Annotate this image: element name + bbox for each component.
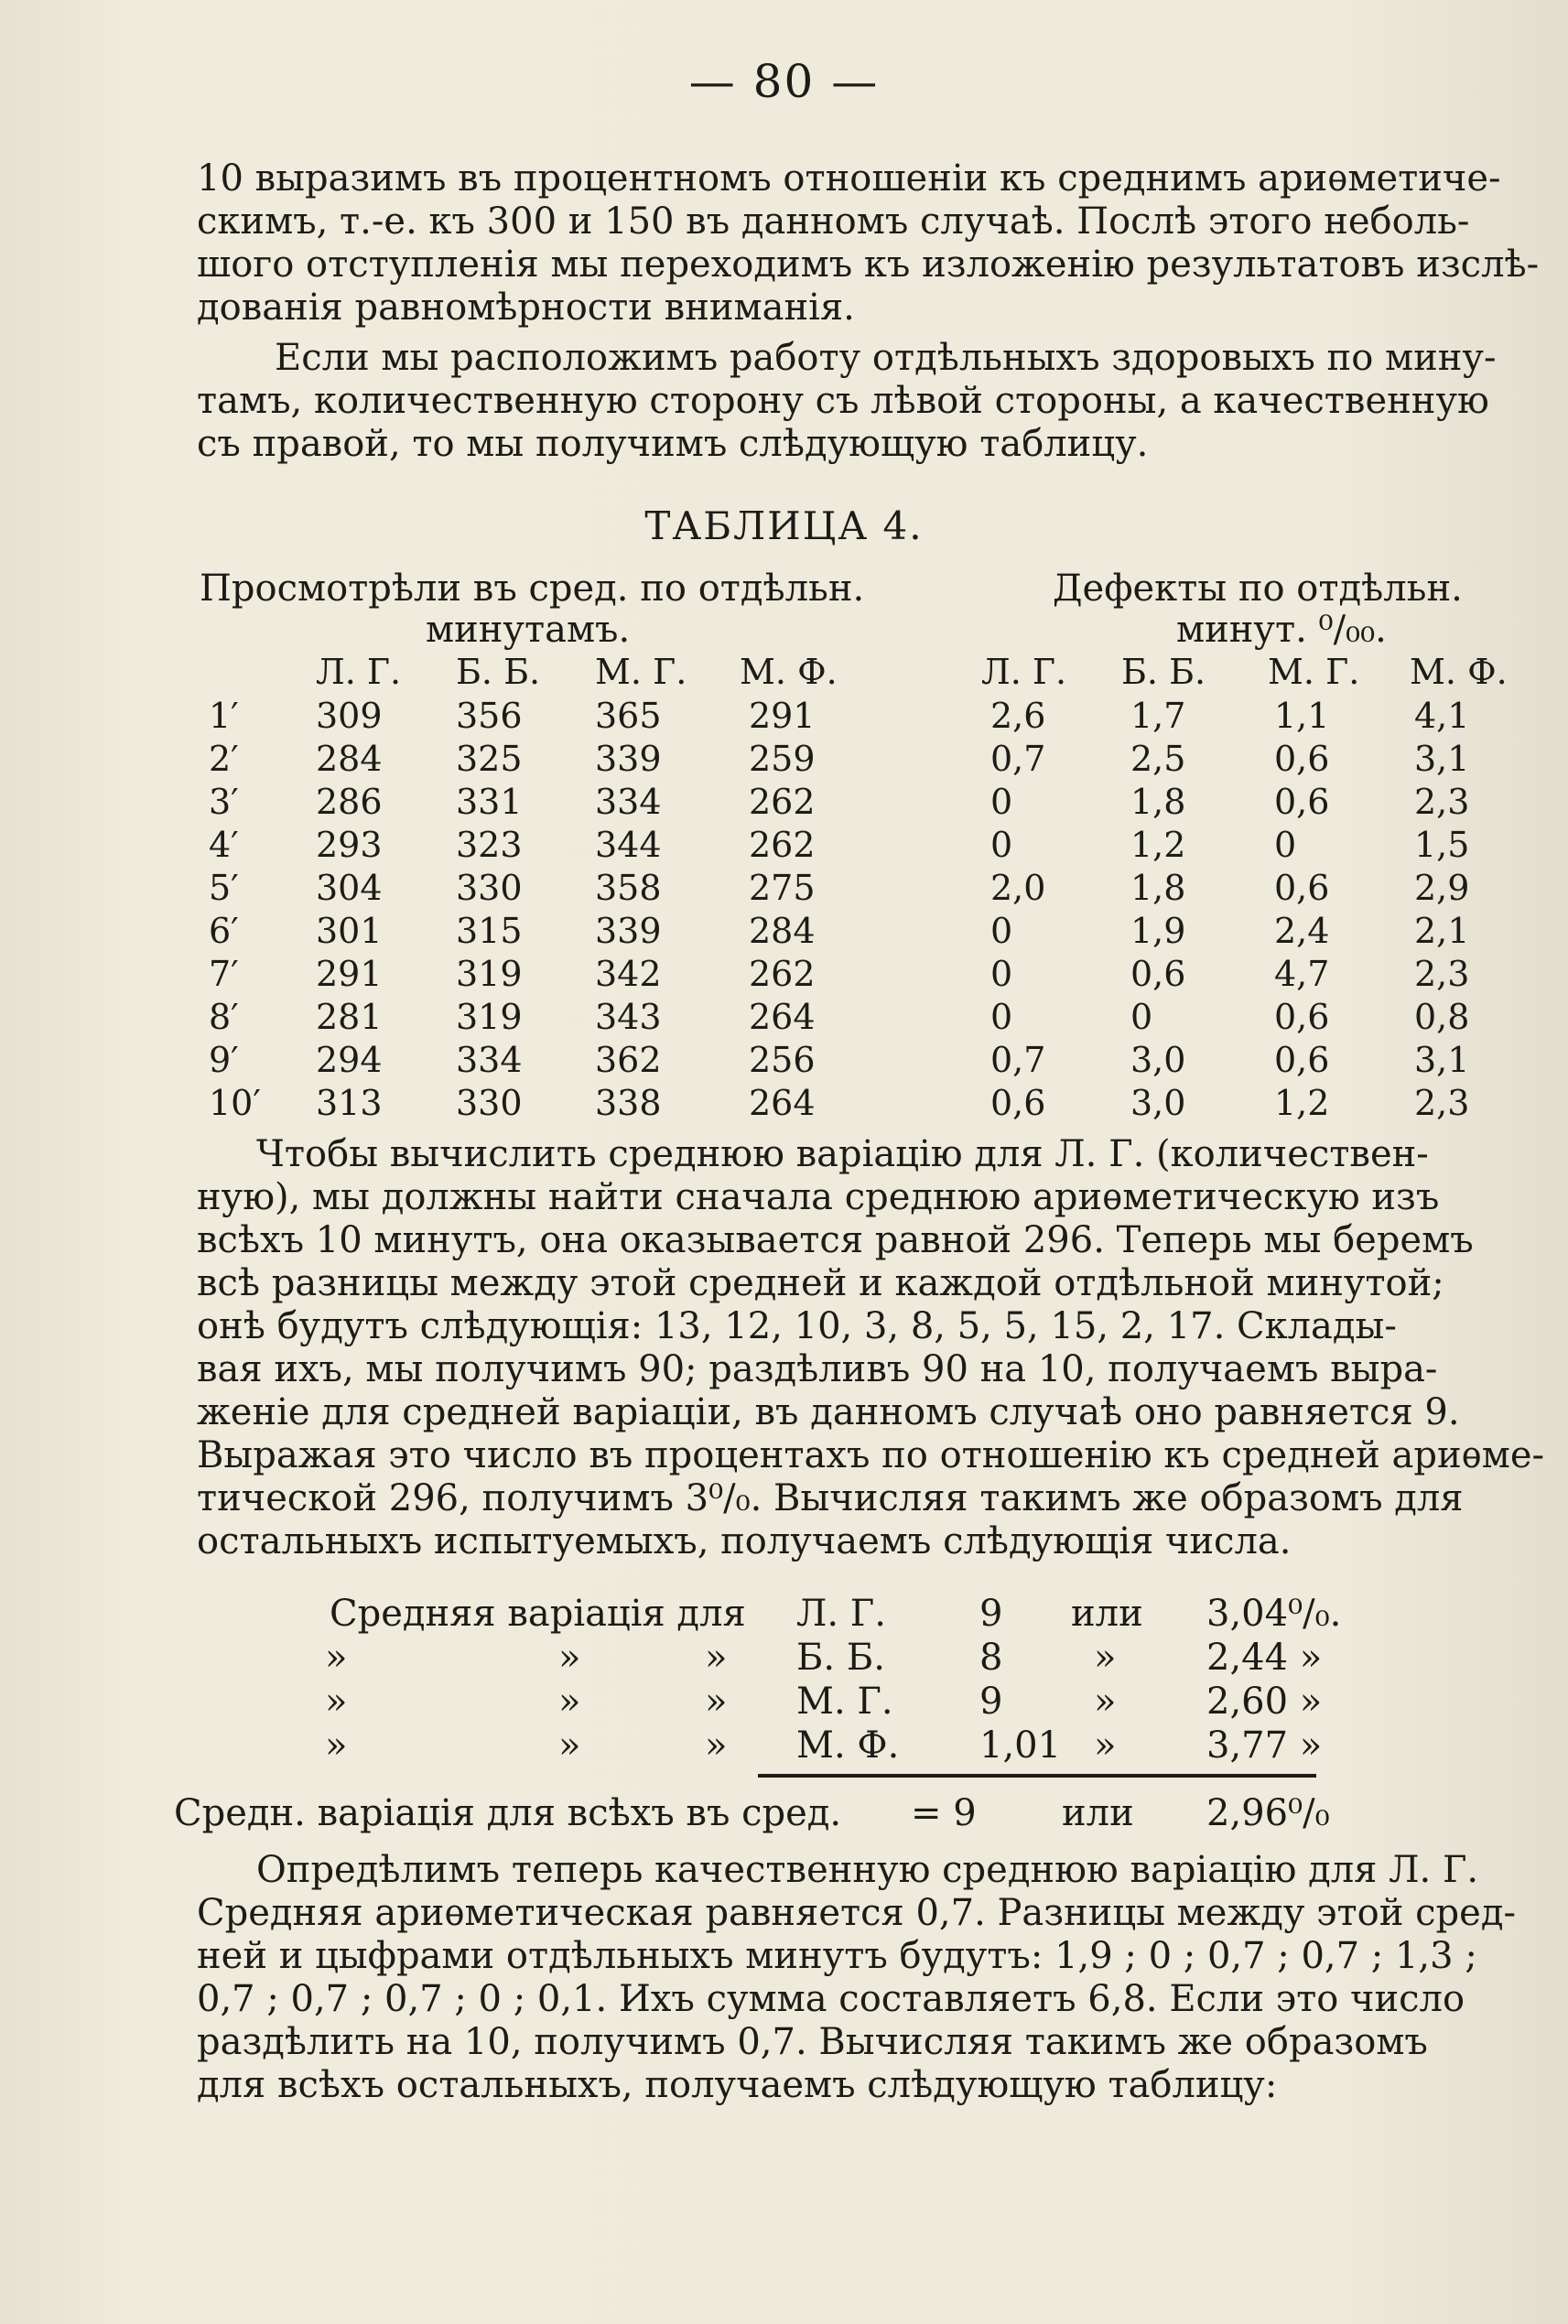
column-header: М. Ф.	[1410, 652, 1508, 692]
column-header: Б. Б.	[456, 652, 541, 692]
text-line: 10 выразимъ въ процентномъ отношеніи къ среднимъ ариѳметиче-	[197, 157, 1501, 200]
table-cell: 1,2	[1274, 1083, 1330, 1123]
table-right-header: Дефекты по отдѣльн.	[1053, 567, 1463, 610]
table-cell: 2,5	[1130, 739, 1186, 779]
table-cell: 291	[316, 954, 383, 994]
variation-cell: Средняя варіація для	[330, 1593, 746, 1635]
table-cell: 309	[316, 696, 383, 736]
text-line: Средняя ариѳметическая равняется 0,7. Разницы между этой сред-	[197, 1892, 1516, 1934]
table-cell: 264	[749, 997, 816, 1037]
text-line: ней и цыфрами отдѣльныхъ минутъ будутъ: 1,9 ; 0 ; 0,7 ; 0,7 ; 1,3 ;	[197, 1935, 1477, 1977]
text-line: онѣ будутъ слѣдующія: 13, 12, 10, 3, 8, 5, 5, 15, 2, 17. Склады-	[197, 1305, 1397, 1347]
table-cell: 362	[595, 1040, 662, 1080]
table-cell: 2,6	[990, 696, 1046, 736]
table-cell: 313	[316, 1083, 383, 1123]
minute-label: 6′	[209, 911, 239, 951]
column-header: Л. Г.	[981, 652, 1067, 692]
text-line: дованія равномѣрности вниманія.	[197, 286, 855, 329]
table-row	[0, 954, 1568, 997]
minute-label: 10′	[209, 1083, 261, 1123]
variation-cell: »	[705, 1724, 728, 1767]
variation-cell: 9	[979, 1681, 1003, 1723]
table-cell: 338	[595, 1083, 662, 1123]
table-cell: 4,7	[1274, 954, 1330, 994]
table-cell: 344	[595, 825, 662, 865]
variation-row	[0, 1593, 1568, 1638]
table-cell: 0,6	[1274, 868, 1330, 908]
paragraph-4	[197, 1849, 1524, 2107]
table-cell: 1,7	[1130, 696, 1186, 736]
table-cell: 0,7	[990, 739, 1046, 779]
table-left-header: Просмотрѣли въ сред. по отдѣльн.	[200, 567, 865, 610]
column-header: М. Г.	[595, 652, 687, 692]
table-cell: 262	[749, 825, 816, 865]
table-cell: 0,7	[990, 1040, 1046, 1080]
minute-label: 9′	[209, 1040, 239, 1080]
text-line: шого отступленія мы переходимъ къ изложенію результатовъ изслѣ-	[197, 243, 1540, 286]
variation-cell: 9	[979, 1593, 1003, 1635]
variation-cell: 2,60 »	[1206, 1681, 1323, 1723]
variation-row	[0, 1637, 1568, 1682]
page-number: — 80 —	[688, 55, 880, 108]
table-cell: 0	[990, 997, 1013, 1037]
table-cell: 0,6	[1274, 782, 1330, 822]
table-cell: 284	[316, 739, 383, 779]
table-cell: 330	[456, 1083, 523, 1123]
table-cell: 0	[990, 954, 1013, 994]
paragraph-1	[197, 157, 1540, 330]
table-cell: 339	[595, 739, 662, 779]
variation-total-or: или	[1062, 1792, 1134, 1834]
variation-cell: 8	[979, 1637, 1003, 1679]
variation-cell: »	[705, 1637, 728, 1679]
column-header: М. Г.	[1268, 652, 1360, 692]
table-cell: 1,9	[1130, 911, 1186, 951]
table-cell: 2,3	[1414, 954, 1470, 994]
table-row	[0, 782, 1568, 825]
table-cell: 294	[316, 1040, 383, 1080]
variation-cell: М. Ф.	[796, 1724, 900, 1767]
table-cell: 0,6	[990, 1083, 1046, 1123]
table-cell: 343	[595, 997, 662, 1037]
table-cell: 275	[749, 868, 816, 908]
variation-row	[0, 1681, 1568, 1726]
table-row	[0, 868, 1568, 911]
table-cell: 264	[749, 1083, 816, 1123]
table-right-header-2: минут. ⁰/₀₀.	[1176, 609, 1387, 651]
variation-cell: »	[558, 1681, 581, 1723]
text-line: остальныхъ испытуемыхъ, получаемъ слѣдующія числа.	[197, 1520, 1292, 1562]
variation-cell: »	[1094, 1724, 1117, 1767]
table-cell: 262	[749, 782, 816, 822]
table-row	[0, 739, 1568, 782]
table-cell: 1,1	[1274, 696, 1330, 736]
table-cell: 0	[990, 911, 1013, 951]
table-cell: 301	[316, 911, 383, 951]
table-cell: 0	[1130, 997, 1153, 1037]
table-cell: 284	[749, 911, 816, 951]
variation-cell: »	[1094, 1681, 1117, 1723]
table-cell: 1,2	[1130, 825, 1186, 865]
table-cell: 1,8	[1130, 782, 1186, 822]
variation-cell: Л. Г.	[796, 1593, 887, 1635]
table-cell: 286	[316, 782, 383, 822]
column-header: М. Ф.	[740, 652, 838, 692]
text-line: съ правой, то мы получимъ слѣдующую таблицу.	[197, 423, 1149, 465]
table-cell: 0,6	[1274, 739, 1330, 779]
table-cell: 1,8	[1130, 868, 1186, 908]
text-line: тической 296, получимъ 3⁰/₀. Вычисляя такимъ же образомъ для	[197, 1477, 1464, 1519]
table-cell: 3,1	[1414, 1040, 1470, 1080]
minute-label: 7′	[209, 954, 239, 994]
table-cell: 0	[990, 782, 1013, 822]
table-cell: 3,0	[1130, 1083, 1186, 1123]
table-cell: 256	[749, 1040, 816, 1080]
minute-label: 4′	[209, 825, 239, 865]
table-row	[0, 1083, 1568, 1126]
table-cell: 1,5	[1414, 825, 1470, 865]
variation-total-row	[0, 1792, 1568, 1838]
table-cell: 0,6	[1130, 954, 1186, 994]
table-cell: 339	[595, 911, 662, 951]
table-cell: 342	[595, 954, 662, 994]
table-cell: 262	[749, 954, 816, 994]
table-cell: 2,3	[1414, 782, 1470, 822]
text-line: тамъ, количественную сторону съ лѣвой стороны, а качественную	[197, 380, 1489, 422]
table-cell: 358	[595, 868, 662, 908]
table-cell: 281	[316, 997, 383, 1037]
table-cell: 2,4	[1274, 911, 1330, 951]
table-left-header-2: минутамъ.	[426, 609, 631, 651]
table-cell: 291	[749, 696, 816, 736]
table-row	[0, 825, 1568, 868]
table-row	[0, 911, 1568, 954]
text-line: скимъ, т.-е. къ 300 и 150 въ данномъ случаѣ. Послѣ этого неболь-	[197, 200, 1470, 243]
variation-cell: 2,44 »	[1206, 1637, 1323, 1679]
variation-cell: 1,01	[979, 1724, 1062, 1767]
table-cell: 304	[316, 868, 383, 908]
table-cell: 334	[595, 782, 662, 822]
variation-row	[0, 1724, 1568, 1770]
text-line: раздѣлить на 10, получимъ 0,7. Вычисляя такимъ же образомъ	[197, 2021, 1428, 2063]
text-line: ную), мы должны найти сначала среднюю ариѳметическую изъ	[197, 1176, 1440, 1218]
table-cell: 259	[749, 739, 816, 779]
minute-label: 1′	[209, 696, 239, 736]
text-line: Опредѣлимъ теперь качественную среднюю варіацію для Л. Г.	[256, 1849, 1479, 1891]
table-cell: 293	[316, 825, 383, 865]
table-cell: 2,0	[990, 868, 1046, 908]
variation-cell: или	[1071, 1593, 1143, 1635]
variation-total-label: Средн. варіація для всѣхъ въ сред.	[174, 1792, 842, 1834]
table-cell: 319	[456, 997, 523, 1037]
text-line: всѣхъ 10 минутъ, она оказывается равной 296. Теперь мы беремъ	[197, 1219, 1474, 1261]
text-line: вая ихъ, мы получимъ 90; раздѣливъ 90 на 10, получаемъ выра-	[197, 1348, 1438, 1390]
table-cell: 325	[456, 739, 523, 779]
table-cell: 2,9	[1414, 868, 1470, 908]
table-row	[0, 997, 1568, 1040]
table-cell: 356	[456, 696, 523, 736]
table-cell: 2,3	[1414, 1083, 1470, 1123]
variation-cell: »	[325, 1724, 348, 1767]
text-line: женіе для средней варіаціи, въ данномъ случаѣ оно равняется 9.	[197, 1391, 1460, 1433]
table-cell: 315	[456, 911, 523, 951]
variation-cell: »	[325, 1681, 348, 1723]
text-line: всѣ разницы между этой средней и каждой отдѣльной минутой;	[197, 1262, 1444, 1304]
table-cell: 0,6	[1274, 1040, 1330, 1080]
variation-total-value: 2,96⁰/₀	[1206, 1792, 1330, 1834]
variation-cell: »	[558, 1637, 581, 1679]
variation-cell: 3,77 »	[1206, 1724, 1323, 1767]
variation-cell: 3,04⁰/₀.	[1206, 1593, 1342, 1635]
table-cell: 330	[456, 868, 523, 908]
table-cell: 0,8	[1414, 997, 1470, 1037]
table-cell: 319	[456, 954, 523, 994]
table-cell: 0,6	[1274, 997, 1330, 1037]
text-line: Выражая это число въ процентахъ по отношенію къ средней ариѳме-	[197, 1434, 1545, 1476]
sum-rule	[758, 1774, 1316, 1778]
variation-total-eq: = 9	[911, 1792, 977, 1834]
minute-label: 5′	[209, 868, 239, 908]
table-cell: 2,1	[1414, 911, 1470, 951]
table-cell: 323	[456, 825, 523, 865]
text-line: 0,7 ; 0,7 ; 0,7 ; 0 ; 0,1. Ихъ сумма составляетъ 6,8. Если это число	[197, 1978, 1465, 2020]
variation-cell: »	[325, 1637, 348, 1679]
table-cell: 3,1	[1414, 739, 1470, 779]
table-cell: 334	[456, 1040, 523, 1080]
text-line: Если мы расположимъ работу отдѣльныхъ здоровыхъ по мину-	[275, 337, 1497, 379]
variation-cell: Б. Б.	[796, 1637, 885, 1679]
table-row	[0, 1040, 1568, 1083]
paragraph-3	[197, 1133, 1545, 1563]
variation-cell: »	[705, 1681, 728, 1723]
table-cell: 3,0	[1130, 1040, 1186, 1080]
minute-label: 2′	[209, 739, 239, 779]
minute-label: 8′	[209, 997, 239, 1037]
column-header: Б. Б.	[1121, 652, 1206, 692]
table-cell: 331	[456, 782, 523, 822]
text-line: для всѣхъ остальныхъ, получаемъ слѣдующую таблицу:	[197, 2064, 1278, 2106]
table-title: ТАБЛИЦА 4.	[644, 503, 924, 548]
variation-cell: »	[1094, 1637, 1117, 1679]
minute-label: 3′	[209, 782, 239, 822]
text-line: Чтобы вычислить среднюю варіацію для Л. Г. (количествен-	[256, 1133, 1429, 1175]
variation-cell: М. Г.	[796, 1681, 893, 1723]
table-cell: 0	[1274, 825, 1297, 865]
table-cell: 4,1	[1414, 696, 1470, 736]
column-header: Л. Г.	[316, 652, 402, 692]
table-cell: 0	[990, 825, 1013, 865]
table-cell: 365	[595, 696, 662, 736]
table-row	[0, 696, 1568, 739]
paragraph-2	[197, 337, 1524, 466]
variation-cell: »	[558, 1724, 581, 1767]
